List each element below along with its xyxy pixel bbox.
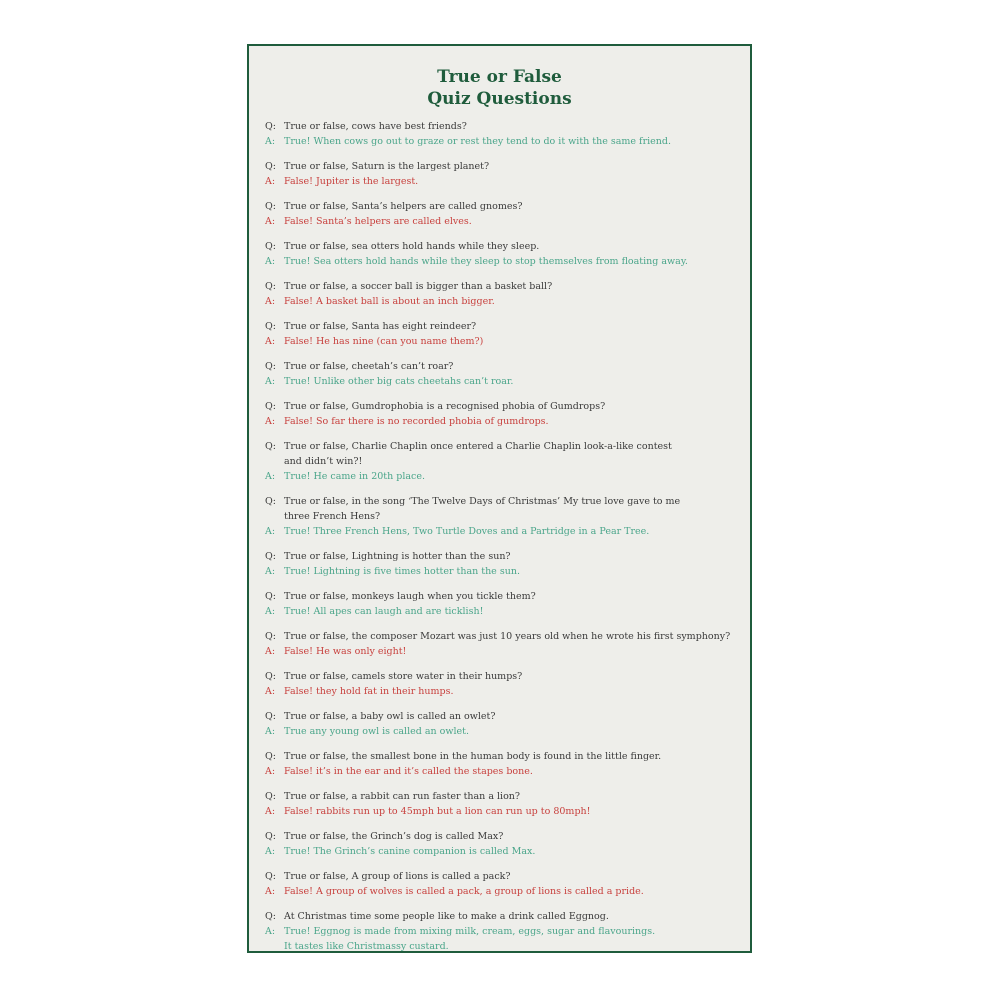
quiz-card <box>247 44 752 953</box>
question-prefix: Q: <box>265 361 276 372</box>
qa-item <box>265 869 742 899</box>
answer-prefix: A: <box>265 216 276 227</box>
question-line <box>265 749 742 764</box>
question-prefix: Q: <box>265 201 276 212</box>
answer-prefix: A: <box>265 471 276 482</box>
answer-prefix: A: <box>265 726 276 737</box>
question-line <box>265 239 742 254</box>
answer-line <box>265 374 742 389</box>
answer-prefix: A: <box>265 646 276 657</box>
question-line <box>265 319 742 334</box>
question-text-continued: and didn’t win?! <box>284 456 363 467</box>
qa-item <box>265 494 742 539</box>
page-title <box>249 66 750 110</box>
answer-line <box>265 844 742 859</box>
question-line <box>265 629 742 644</box>
answer-text: True! The Grinch’s canine companion is called Max. <box>284 846 536 857</box>
answer-text: False! they hold fat in their humps. <box>284 686 454 697</box>
answer-line <box>265 254 742 269</box>
answer-text: True any young owl is called an owlet. <box>284 726 470 737</box>
answer-prefix: A: <box>265 416 276 427</box>
question-text: True or false, Santa’s helpers are called gnomes? <box>284 201 523 212</box>
answer-line <box>265 804 742 819</box>
qa-item <box>265 669 742 699</box>
answer-line <box>265 604 742 619</box>
question-prefix: Q: <box>265 911 276 922</box>
answer-prefix: A: <box>265 296 276 307</box>
answer-prefix: A: <box>265 686 276 697</box>
answer-line <box>265 564 742 579</box>
answer-line <box>265 214 742 229</box>
answer-text: True! He came in 20th place. <box>284 471 425 482</box>
answer-text: False! Jupiter is the largest. <box>284 176 419 187</box>
question-text: At Christmas time some people like to make a drink called Eggnog. <box>284 911 609 922</box>
answer-text: True! Unlike other big cats cheetahs can’t roar. <box>284 376 514 387</box>
question-text: True or false, a soccer ball is bigger than a basket ball? <box>284 281 553 292</box>
answer-line <box>265 294 742 309</box>
question-prefix: Q: <box>265 551 276 562</box>
answer-text: False! He has nine (can you name them?) <box>284 336 484 347</box>
qa-item <box>265 399 742 429</box>
qa-item <box>265 319 742 349</box>
question-text: True or false, the composer Mozart was just 10 years old when he wrote his first symphony? <box>284 631 731 642</box>
question-prefix: Q: <box>265 401 276 412</box>
question-text: True or false, Santa has eight reindeer? <box>284 321 477 332</box>
answer-prefix: A: <box>265 606 276 617</box>
answer-text: False! Santa’s helpers are called elves. <box>284 216 472 227</box>
answer-text: True! When cows go out to graze or rest they tend to do it with the same friend. <box>284 136 671 147</box>
question-prefix: Q: <box>265 671 276 682</box>
question-line <box>265 789 742 804</box>
qa-item <box>265 439 742 484</box>
question-text: True or false, cows have best friends? <box>284 121 467 132</box>
question-line <box>265 869 742 884</box>
question-line <box>265 589 742 604</box>
question-prefix: Q: <box>265 871 276 882</box>
question-line <box>265 439 742 454</box>
answer-text: True! Three French Hens, Two Turtle Doves and a Partridge in a Pear Tree. <box>284 526 650 537</box>
qa-item <box>265 159 742 189</box>
question-text-continued: three French Hens? <box>284 511 381 522</box>
answer-text: False! A group of wolves is called a pack, a group of lions is called a pride. <box>284 886 644 897</box>
question-line <box>265 709 742 724</box>
answer-line <box>265 724 742 739</box>
question-text: True or false, Saturn is the largest planet? <box>284 161 490 172</box>
question-prefix: Q: <box>265 631 276 642</box>
question-line <box>265 279 742 294</box>
qa-item <box>265 589 742 619</box>
answer-text: True! Sea otters hold hands while they sleep to stop themselves from floating away. <box>284 256 688 267</box>
question-prefix: Q: <box>265 281 276 292</box>
question-line <box>265 119 742 134</box>
question-line <box>265 829 742 844</box>
answer-prefix: A: <box>265 846 276 857</box>
answer-line <box>265 469 742 484</box>
answer-prefix: A: <box>265 176 276 187</box>
qa-item <box>265 629 742 659</box>
answer-prefix: A: <box>265 336 276 347</box>
title-line-1: True or False <box>437 67 562 87</box>
answer-line <box>265 174 742 189</box>
answer-line <box>265 134 742 149</box>
answer-prefix: A: <box>265 376 276 387</box>
answer-text-continued: It tastes like Christmassy custard. <box>284 941 449 952</box>
qa-item <box>265 119 742 149</box>
question-line <box>265 549 742 564</box>
question-text: True or false, a rabbit can run faster than a lion? <box>284 791 521 802</box>
qa-item <box>265 829 742 859</box>
answer-line <box>265 524 742 539</box>
answer-text: False! rabbits run up to 45mph but a lion can run up to 80mph! <box>284 806 591 817</box>
question-line <box>265 399 742 414</box>
question-line <box>265 159 742 174</box>
qa-item <box>265 549 742 579</box>
answer-prefix: A: <box>265 566 276 577</box>
question-text: True or false, the smallest bone in the human body is found in the little finger. <box>284 751 662 762</box>
answer-prefix: A: <box>265 926 276 937</box>
question-text: True or false, in the song ‘The Twelve Days of Christmas’ My true love gave to me <box>284 496 681 507</box>
question-prefix: Q: <box>265 711 276 722</box>
question-text: True or false, Gumdrophobia is a recognised phobia of Gumdrops? <box>284 401 606 412</box>
question-prefix: Q: <box>265 241 276 252</box>
answer-text: True! Eggnog is made from mixing milk, cream, eggs, sugar and flavourings. <box>284 926 656 937</box>
answer-text: False! A basket ball is about an inch bigger. <box>284 296 495 307</box>
answer-text: False! it’s in the ear and it’s called the stapes bone. <box>284 766 533 777</box>
answer-line <box>265 684 742 699</box>
answer-prefix: A: <box>265 526 276 537</box>
qa-item <box>265 279 742 309</box>
qa-item <box>265 709 742 739</box>
question-line <box>265 199 742 214</box>
question-text: True or false, a baby owl is called an owlet? <box>284 711 496 722</box>
question-prefix: Q: <box>265 321 276 332</box>
qa-item <box>265 909 742 954</box>
title-line-2: Quiz Questions <box>427 89 572 109</box>
qa-item <box>265 199 742 229</box>
question-line <box>265 494 742 509</box>
question-prefix: Q: <box>265 121 276 132</box>
qa-item <box>265 359 742 389</box>
question-text: True or false, Charlie Chaplin once entered a Charlie Chaplin look-a-like contest <box>284 441 672 452</box>
question-line <box>265 669 742 684</box>
question-text: True or false, sea otters hold hands while they sleep. <box>284 241 540 252</box>
question-prefix: Q: <box>265 161 276 172</box>
question-text: True or false, Lightning is hotter than the sun? <box>284 551 511 562</box>
answer-line <box>265 644 742 659</box>
answer-prefix: A: <box>265 806 276 817</box>
question-text: True or false, monkeys laugh when you tickle them? <box>284 591 536 602</box>
answer-line <box>265 414 742 429</box>
question-line <box>265 359 742 374</box>
question-prefix: Q: <box>265 591 276 602</box>
answer-text: True! All apes can laugh and are ticklish! <box>284 606 484 617</box>
qa-list <box>265 119 742 964</box>
answer-prefix: A: <box>265 886 276 897</box>
question-prefix: Q: <box>265 831 276 842</box>
qa-item <box>265 239 742 269</box>
answer-line <box>265 334 742 349</box>
question-text: True or false, A group of lions is called a pack? <box>284 871 511 882</box>
question-prefix: Q: <box>265 791 276 802</box>
question-text: True or false, camels store water in their humps? <box>284 671 523 682</box>
question-text: True or false, cheetah’s can’t roar? <box>284 361 454 372</box>
answer-line <box>265 884 742 899</box>
qa-item <box>265 789 742 819</box>
question-line <box>265 909 742 924</box>
answer-text: True! Lightning is five times hotter than the sun. <box>284 566 520 577</box>
answer-prefix: A: <box>265 136 276 147</box>
answer-text: False! So far there is no recorded phobia of gumdrops. <box>284 416 549 427</box>
question-prefix: Q: <box>265 441 276 452</box>
answer-text: False! He was only eight! <box>284 646 407 657</box>
answer-prefix: A: <box>265 256 276 267</box>
question-prefix: Q: <box>265 496 276 507</box>
answer-line <box>265 764 742 779</box>
qa-item <box>265 749 742 779</box>
answer-prefix: A: <box>265 766 276 777</box>
question-text: True or false, the Grinch’s dog is called Max? <box>284 831 504 842</box>
question-prefix: Q: <box>265 751 276 762</box>
answer-line <box>265 924 742 939</box>
